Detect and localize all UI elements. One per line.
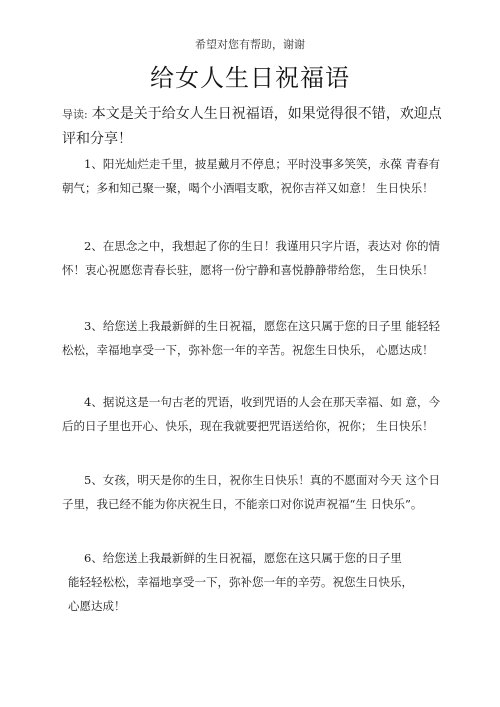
paragraph-text: 5、女孩，明天是你的生日，祝你生日快乐！真的不愿面对今天 这个日子里，我已经不能为你庆祝生日，不能亲口对你说声祝福“生 日快乐”。: [62, 473, 440, 511]
paragraph-1: [62, 152, 442, 200]
intro-lead: 导读:: [62, 108, 88, 121]
paragraph-text: 2、在思念之中，我想起了你的生日！我谨用只字片语，表达对 你的情怀！衷心祝愿您青春长驻，愿将一份宁静和喜悦静静带给您， 生日快乐！: [62, 239, 440, 277]
intro-paragraph: [62, 102, 442, 151]
paragraph-6: [62, 546, 442, 618]
paragraph-3: [62, 314, 442, 362]
paragraph-6-line-3: 心愿达成！: [68, 599, 126, 613]
paragraph-5: [62, 468, 442, 516]
paragraph-text: 1、阳光灿烂走千里，披星戴月不停息；平时没事多笑笑，永葆 青春有朝气；多和知己聚一聚，喝个小酒唱支歌，祝你吉祥又如意！ 生日快乐！: [62, 157, 440, 195]
paragraph-2: [62, 234, 442, 282]
paragraph-text: 4、据说这是一句古老的咒语，收到咒语的人会在那天幸福、如 意，今后的日子里也开心、快乐，现在我就要把咒语送给你，祝你； 生日快乐！: [62, 395, 440, 433]
intro-text: 本文是关于给女人生日祝福语，如果觉得很不错，欢迎点评和分享！: [62, 106, 442, 147]
paragraph-text: 3、给您送上我最新鲜的生日祝福，愿您在这只属于您的日子里 能轻轻松松，幸福地享受一下，弥补您一年的辛苦。祝您生日快乐， 心愿达成！: [62, 319, 440, 357]
paragraph-6-line-2: 能轻轻松松，幸福地享受一下，弥补您一年的辛劳。祝您生日快乐，: [68, 575, 413, 589]
document-title: 给女人生日祝福语: [150, 64, 350, 92]
paragraph-6-line-1: 6、给您送上我最新鲜的生日祝福，愿您在这只属于您的日子里: [84, 551, 402, 565]
header-note: 希望对您有帮助，谢谢: [195, 38, 305, 51]
paragraph-4: [62, 390, 442, 438]
